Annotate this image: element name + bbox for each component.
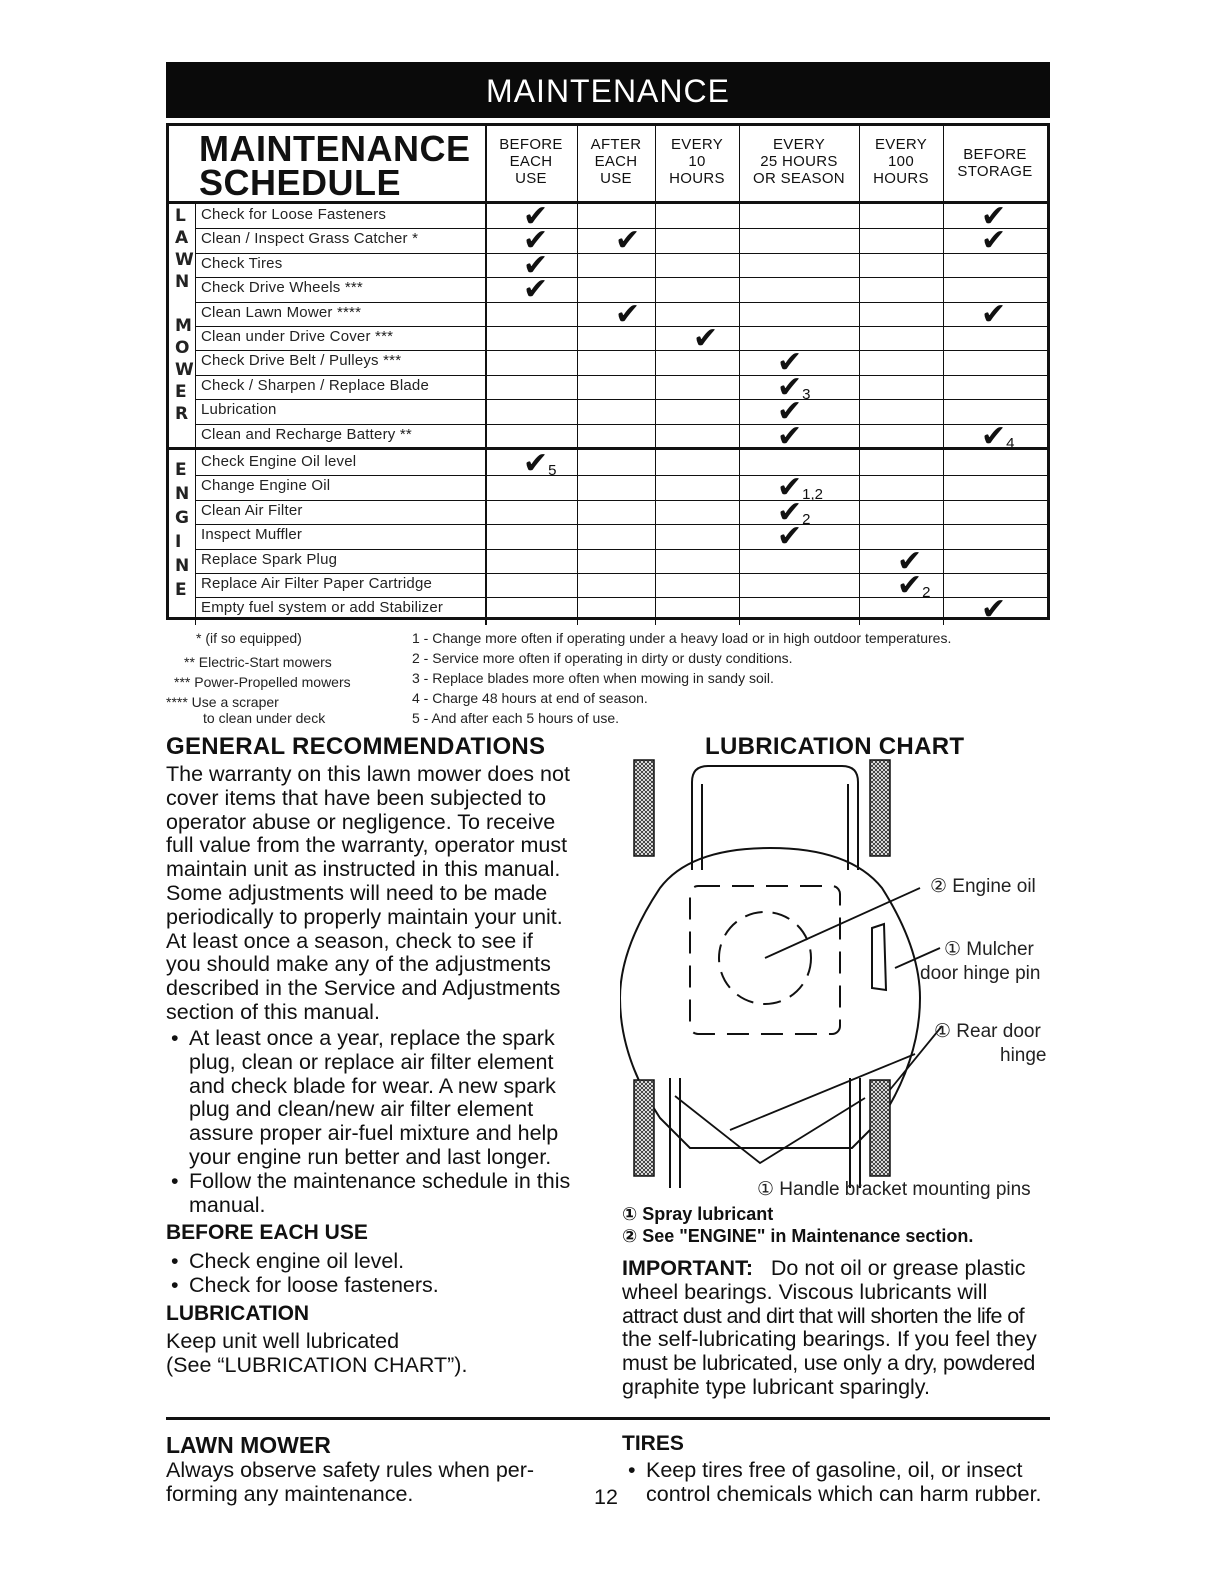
check-mark: $✔_2$ — [777, 495, 811, 529]
legend-engine: ② See "ENGINE" in Maintenance section. — [622, 1226, 974, 1246]
schedule-title — [199, 128, 471, 203]
column-header-line: EVERY — [874, 136, 928, 153]
callout-engine-oil: ② Engine oil — [930, 876, 1036, 897]
footnote-star2: ** Electric-Start mowers — [184, 654, 332, 670]
footnote-3: 3 - Replace blades more often when mowing in sandy soil. — [412, 670, 774, 686]
task-label: Clean / Inspect Grass Catcher * — [201, 230, 419, 248]
check-mark: ✔ — [777, 346, 803, 380]
callout-mulcher: ① Mulcher — [944, 939, 1034, 960]
check-footnote: 5 — [548, 462, 557, 479]
footnote-star3: *** Power-Propelled mowers — [174, 674, 351, 690]
side-letter: W — [175, 360, 194, 380]
text-line: At least once a year, replace the spark — [189, 1026, 555, 1050]
task-label: Clean and Recharge Battery ** — [201, 425, 412, 443]
bullet-dot: • — [171, 1169, 179, 1193]
check-footnote: 2 — [802, 510, 811, 528]
text-line: described in the Service and Adjustments — [166, 976, 561, 1001]
lubrication-heading: LUBRICATION — [166, 1302, 310, 1325]
check-mark: ✔ — [897, 544, 923, 578]
text-line: section of this manual. — [166, 999, 380, 1024]
page-number: 12 — [594, 1485, 618, 1509]
side-letter: O — [175, 338, 190, 358]
footnote-2: 2 - Service more often if operating in dirty or dusty conditions. — [412, 650, 793, 666]
important-text: Do not oil or grease plastic — [770, 1256, 1026, 1280]
check-mark: ✔ — [523, 248, 549, 282]
important-line: wheel bearings. Viscous lubricants will — [622, 1279, 988, 1304]
bullet-follow-schedule — [171, 1169, 571, 1218]
check-footnote: 3 — [802, 385, 811, 403]
text-line: manual. — [189, 1192, 266, 1217]
task-label: Empty fuel system or add Stabilizer — [201, 599, 444, 617]
task-label: Change Engine Oil — [201, 477, 331, 495]
tires-line: Keep tires free of gasoline, oil, or insect — [646, 1458, 1023, 1482]
column-header-line: OR SEASON — [753, 170, 845, 187]
text-line: and check blade for wear. A new spark — [189, 1073, 556, 1098]
lubrication-chart-heading: LUBRICATION CHART — [705, 733, 965, 760]
lawn-mower-line: forming any maintenance. — [166, 1481, 414, 1506]
lawn-mower-line: Always observe safety rules when per- — [166, 1458, 535, 1482]
before-each-use-heading: BEFORE EACH USE — [166, 1221, 368, 1244]
check-mark: ✔ — [777, 395, 803, 429]
callout-mulcher-2: door hinge pin — [920, 963, 1041, 984]
column-header — [859, 136, 943, 187]
footnote-star4-cont: to clean under deck — [203, 710, 326, 726]
column-header — [943, 146, 1047, 180]
footnote-5: 5 - And after each 5 hours of use. — [412, 710, 620, 726]
bullet-annual-service — [171, 1026, 559, 1170]
task-label: Clean under Drive Cover *** — [201, 328, 394, 345]
check-mark: ✔ — [615, 297, 641, 331]
side-letter: M — [175, 316, 192, 336]
text-line: cover items that have been subjected to — [166, 785, 547, 810]
column-header-line: EACH — [594, 153, 638, 170]
lubrication-line: (See “LUBRICATION CHART”). — [166, 1352, 468, 1377]
check-footnote: 1,2 — [802, 486, 823, 504]
check-mark: $✔_5$ — [523, 447, 557, 480]
text-line: The warranty on this lawn mower does not — [166, 762, 570, 786]
important-line: must be lubricated, use only a dry, powdered — [622, 1351, 1036, 1376]
side-letter: E — [175, 580, 187, 600]
column-header-line: AFTER — [590, 136, 642, 153]
check-mark: ✔ — [777, 419, 803, 453]
task-label: Check Tires — [201, 254, 283, 272]
task-label: Replace Air Filter Paper Cartridge — [201, 575, 433, 592]
text-line: Some adjustments will need to be made — [166, 880, 548, 905]
column-header-line: EVERY — [670, 136, 724, 153]
side-letter: W — [175, 250, 194, 270]
check-mark: $✔_3$ — [777, 370, 811, 404]
column-header-line: HOURS — [669, 170, 725, 187]
column-header — [485, 136, 577, 187]
important-label: IMPORTANT: — [622, 1256, 753, 1280]
task-label: Replace Spark Plug — [201, 550, 338, 568]
column-header-line: BEFORE — [499, 136, 563, 153]
text-line: assure proper air-fuel mixture and help — [189, 1121, 559, 1146]
check-mark: ✔ — [523, 273, 549, 307]
text-line: Follow the maintenance schedule in this — [189, 1169, 571, 1193]
task-label: Clean Lawn Mower **** — [201, 303, 362, 321]
column-header-line: 100 — [888, 153, 914, 170]
lubrication-text — [166, 1330, 467, 1378]
side-letter: L — [175, 206, 186, 226]
text-line: At least once a season, check to see if — [166, 928, 533, 953]
important-line: attract dust and dirt that will shorten the life of — [622, 1303, 1025, 1328]
row-rule — [195, 253, 1047, 254]
side-letter: N — [175, 556, 190, 576]
callout-handle-pins: ① Handle bracket mounting pins — [757, 1179, 1031, 1200]
task-label: Check for Loose Fasteners — [201, 206, 387, 223]
bullet-dot: • — [171, 1026, 179, 1050]
column-header-line: 25 HOURS — [760, 153, 838, 170]
text-line: full value from the warranty, operator must — [166, 833, 568, 858]
header-rule — [169, 201, 1047, 204]
legend-spray: ① Spray lubricant — [622, 1204, 774, 1224]
task-label: Check Engine Oil level — [201, 453, 357, 470]
important-line: the self-lubricating bearings. If you feel they — [622, 1327, 1037, 1352]
check-mark: ✔ — [981, 200, 1007, 233]
column-header — [577, 136, 655, 187]
check-mark: ✔ — [981, 593, 1007, 627]
check-mark: $✔_2$ — [897, 569, 931, 602]
footnote-star1: * (if so equipped) — [196, 630, 302, 646]
bullet-text: Check for loose fasteners. — [189, 1273, 439, 1297]
group-rule — [169, 447, 1047, 450]
side-letter: E — [175, 382, 187, 402]
side-letter: R — [175, 404, 189, 424]
column-header-line: STORAGE — [957, 163, 1033, 180]
before-each-use-item-1 — [171, 1249, 405, 1274]
side-letter: I — [175, 532, 182, 552]
tires-bullet — [628, 1458, 1042, 1507]
text-line: plug, clean or replace air filter element — [189, 1049, 554, 1074]
important-line: graphite type lubricant sparingly. — [622, 1374, 930, 1399]
tires-heading: TIRES — [622, 1432, 684, 1455]
column-header-line: BEFORE — [963, 146, 1027, 163]
check-mark: ✔ — [981, 297, 1007, 331]
bullet-dot: • — [628, 1458, 636, 1482]
label-divider — [195, 204, 196, 625]
row-rule — [195, 500, 1047, 501]
maintenance-schedule-table — [166, 123, 1050, 627]
callout-rear-door-2: hinge — [1000, 1045, 1047, 1066]
column-header-line: EACH — [509, 153, 553, 170]
column-header-line: USE — [600, 170, 632, 187]
column-header-line: HOURS — [873, 170, 929, 187]
task-label: Check Drive Wheels *** — [201, 279, 363, 297]
section-divider — [166, 1417, 1050, 1420]
check-mark: $✔_{1,2}$ — [777, 471, 823, 505]
lubrication-line: Keep unit well lubricated — [166, 1329, 400, 1353]
callout-rear-door: ① Rear door — [934, 1021, 1041, 1042]
check-mark: ✔ — [693, 322, 719, 355]
bullet-text: Check engine oil level. — [189, 1249, 405, 1273]
footnote-star4: **** Use a scraper — [166, 694, 279, 710]
bullet-dot: • — [171, 1249, 179, 1273]
task-label: Clean Air Filter — [201, 501, 303, 519]
column-header-line: 10 — [688, 153, 706, 170]
bullet-dot: • — [171, 1273, 179, 1297]
row-rule — [195, 399, 1047, 400]
lawn-mower-text — [166, 1459, 534, 1507]
column-header-line: USE — [515, 170, 547, 187]
check-footnote: 2 — [922, 584, 931, 601]
column-header-line: EVERY — [772, 136, 826, 153]
check-mark: ✔ — [615, 224, 641, 258]
check-mark: ✔ — [981, 224, 1007, 258]
text-line: operator abuse or negligence. To receive — [166, 809, 556, 834]
side-letter: E — [175, 460, 187, 480]
before-each-use-item-2 — [171, 1273, 439, 1298]
general-recommendations-heading: GENERAL RECOMMENDATIONS — [166, 733, 546, 760]
task-label: Check Drive Belt / Pulleys *** — [201, 352, 402, 370]
text-line: maintain unit as instructed in this manual. — [166, 857, 561, 882]
text-line: you should make any of the adjustments — [166, 952, 551, 977]
check-mark: ✔ — [523, 200, 549, 233]
general-recommendations-text — [166, 763, 570, 1025]
check-footnote: 4 — [1006, 434, 1015, 452]
check-mark: $✔_4$ — [981, 419, 1015, 453]
important-note — [622, 1257, 1050, 1400]
side-letter: N — [175, 272, 190, 292]
side-letter: A — [175, 228, 189, 248]
side-letter: G — [175, 508, 189, 528]
column-header — [739, 136, 859, 187]
text-line: periodically to properly maintain your unit. — [166, 904, 563, 929]
column-header — [655, 136, 739, 187]
check-mark: ✔ — [777, 520, 803, 554]
section-banner: MAINTENANCE — [166, 62, 1050, 118]
task-label: Lubrication — [201, 401, 277, 419]
schedule-title-line1: MAINTENANCE — [199, 128, 471, 169]
check-mark: ✔ — [523, 224, 549, 258]
footnote-4: 4 - Charge 48 hours at end of season. — [412, 690, 648, 706]
text-line: plug and clean/new air filter element — [189, 1097, 534, 1122]
text-line: your engine run better and last longer. — [189, 1144, 552, 1169]
tires-line: control chemicals which can harm rubber. — [646, 1481, 1042, 1506]
lawn-mower-heading: LAWN MOWER — [166, 1432, 331, 1458]
task-label: Check / Sharpen / Replace Blade — [201, 376, 429, 394]
side-letter: N — [175, 484, 190, 504]
schedule-title-line2: SCHEDULE — [199, 162, 402, 203]
footnote-1: 1 - Change more often if operating under a heavy load or in high outdoor temperatures. — [412, 630, 952, 646]
row-rule — [195, 524, 1047, 525]
task-label: Inspect Muffler — [201, 526, 303, 544]
